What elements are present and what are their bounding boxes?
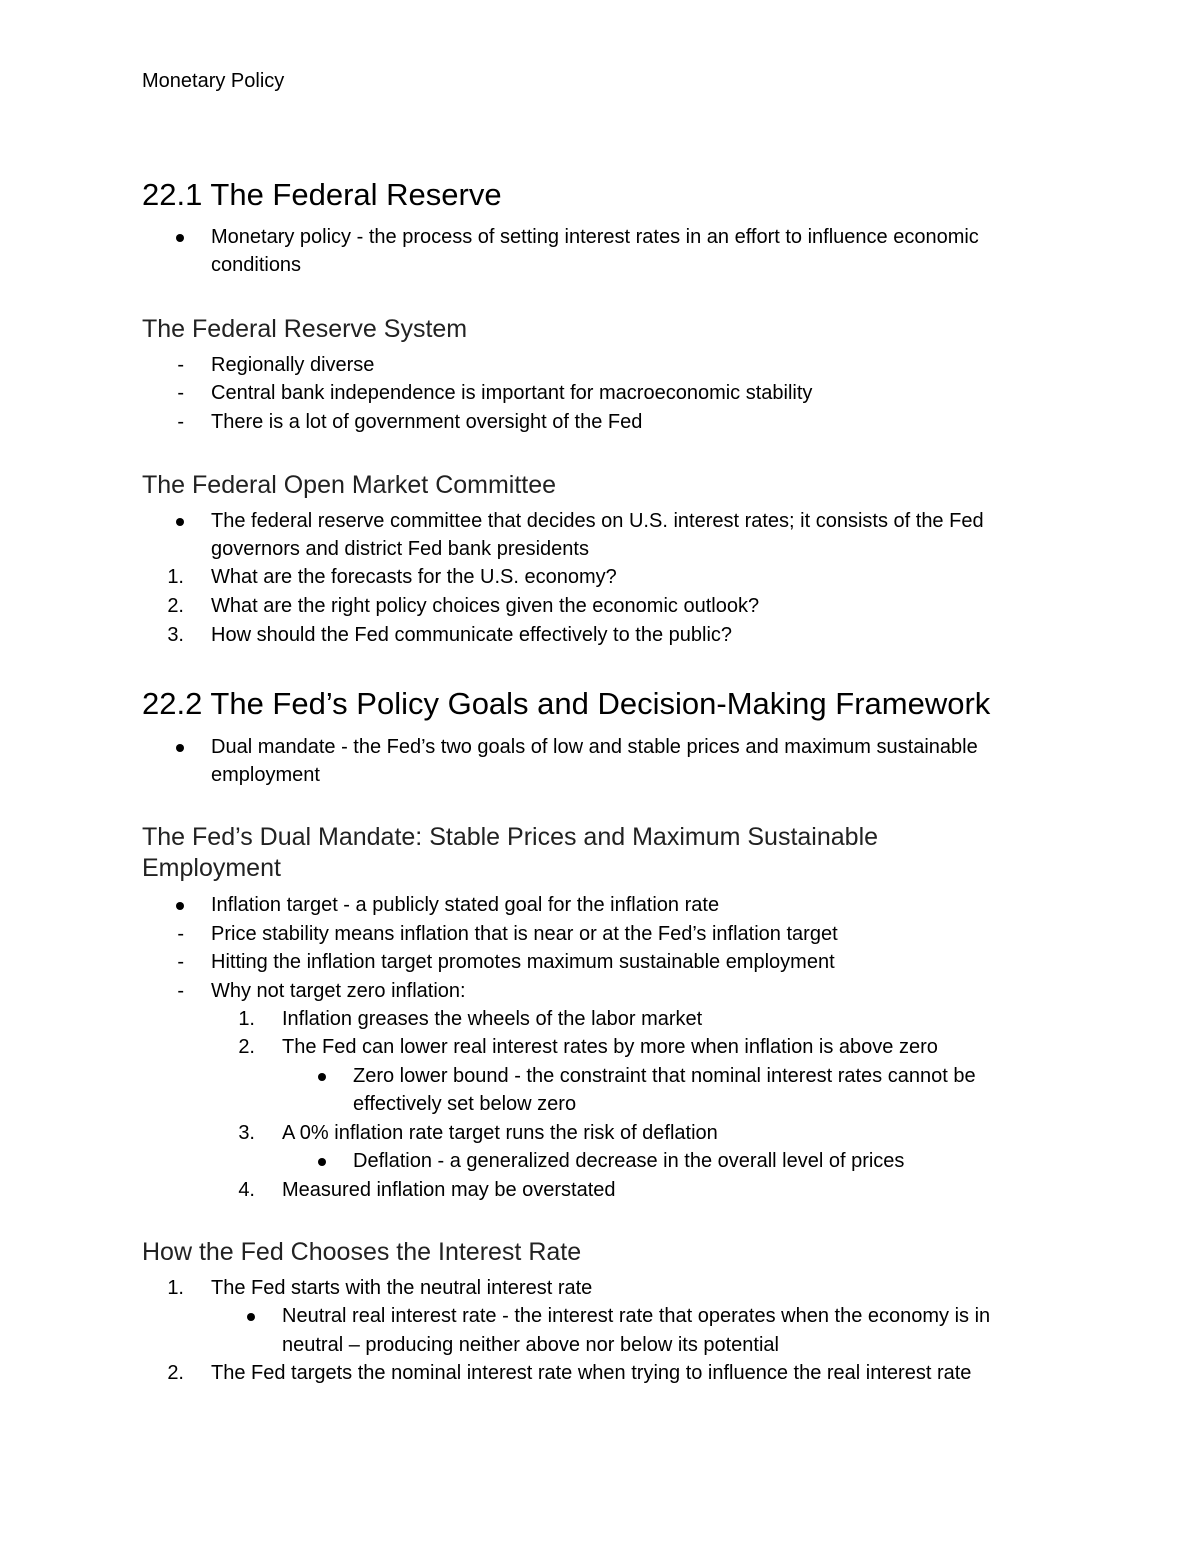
item-text: conditions xyxy=(211,254,302,276)
item-text: The Fed can lower real interest rates by more when inflation is above zero xyxy=(282,1036,938,1058)
item-text: Neutral real interest rate - the interest rate that operates when the economy is in xyxy=(282,1305,991,1327)
item-text: Inflation greases the wheels of the labor market xyxy=(282,1008,703,1030)
dash-marker: - xyxy=(177,951,184,973)
dash-marker: - xyxy=(177,354,184,376)
number-marker: 1. xyxy=(167,566,184,588)
dash-marker: - xyxy=(177,980,184,1002)
dash-marker: - xyxy=(177,411,184,433)
item-text: The federal reserve committee that decides on U.S. interest rates; it consists of the Fed xyxy=(211,510,984,532)
item-text: There is a lot of government oversight of the Fed xyxy=(211,411,643,433)
number-marker: 2. xyxy=(238,1036,255,1058)
bullet-icon xyxy=(318,1073,326,1081)
number-marker: 2. xyxy=(167,595,184,617)
bullet-icon xyxy=(176,234,184,242)
subsection-title-fomc: The Federal Open Market Committee xyxy=(142,471,557,499)
number-marker: 4. xyxy=(238,1179,255,1201)
number-marker: 2. xyxy=(167,1362,184,1384)
item-text: Dual mandate - the Fed’s two goals of low and stable prices and maximum sustainable xyxy=(211,736,978,758)
item-text: employment xyxy=(211,764,320,786)
item-text: Zero lower bound - the constraint that nominal interest rates cannot be xyxy=(353,1065,976,1087)
document-header: Monetary Policy xyxy=(142,70,285,92)
item-text: Why not target zero inflation: xyxy=(211,980,466,1002)
subsection-title-dual-mandate-line2: Employment xyxy=(142,854,281,882)
item-text: Price stability means inflation that is near or at the Fed’s inflation target xyxy=(211,923,838,945)
item-text: Regionally diverse xyxy=(211,354,375,376)
dash-marker: - xyxy=(177,382,184,404)
bullet-icon xyxy=(247,1313,255,1321)
item-text: Inflation target - a publicly stated goal for the inflation rate xyxy=(211,894,720,916)
item-text: What are the right policy choices given the economic outlook? xyxy=(211,595,760,617)
item-text: Central bank independence is important for macroeconomic stability xyxy=(211,382,813,404)
item-text: governors and district Fed bank presidents xyxy=(211,538,589,560)
bullet-icon xyxy=(318,1158,326,1166)
item-text: How should the Fed communicate effectively to the public? xyxy=(211,624,733,646)
item-text: effectively set below zero xyxy=(353,1093,577,1115)
item-text: neutral – producing neither above nor below its potential xyxy=(282,1334,779,1356)
item-text: Hitting the inflation target promotes maximum sustainable employment xyxy=(211,951,835,973)
item-text: Deflation - a generalized decrease in the overall level of prices xyxy=(353,1150,905,1172)
number-marker: 3. xyxy=(238,1122,255,1144)
item-text: A 0% inflation rate target runs the risk of deflation xyxy=(282,1122,718,1144)
bullet-icon xyxy=(176,902,184,910)
section-title-22-1: 22.1 The Federal Reserve xyxy=(142,177,502,212)
item-text: What are the forecasts for the U.S. economy? xyxy=(211,566,617,588)
number-marker: 3. xyxy=(167,624,184,646)
subsection-title-federal-reserve-system: The Federal Reserve System xyxy=(142,315,468,343)
number-marker: 1. xyxy=(167,1277,184,1299)
item-text: The Fed targets the nominal interest rate when trying to influence the real interest rate xyxy=(211,1362,972,1384)
bullet-icon xyxy=(176,744,184,752)
bullet-icon xyxy=(176,518,184,526)
dash-marker: - xyxy=(177,923,184,945)
item-text: The Fed starts with the neutral interest rate xyxy=(211,1277,593,1299)
item-text: Measured inflation may be overstated xyxy=(282,1179,616,1201)
item-text: Monetary policy - the process of setting interest rates in an effort to influence economic xyxy=(211,226,979,248)
subsection-title-interest-rate: How the Fed Chooses the Interest Rate xyxy=(142,1238,582,1266)
number-marker: 1. xyxy=(238,1008,255,1030)
section-title-22-2: 22.2 The Fed’s Policy Goals and Decision-Making Framework xyxy=(142,686,991,721)
subsection-title-dual-mandate: The Fed’s Dual Mandate: Stable Prices and Maximum Sustainable xyxy=(142,823,879,851)
